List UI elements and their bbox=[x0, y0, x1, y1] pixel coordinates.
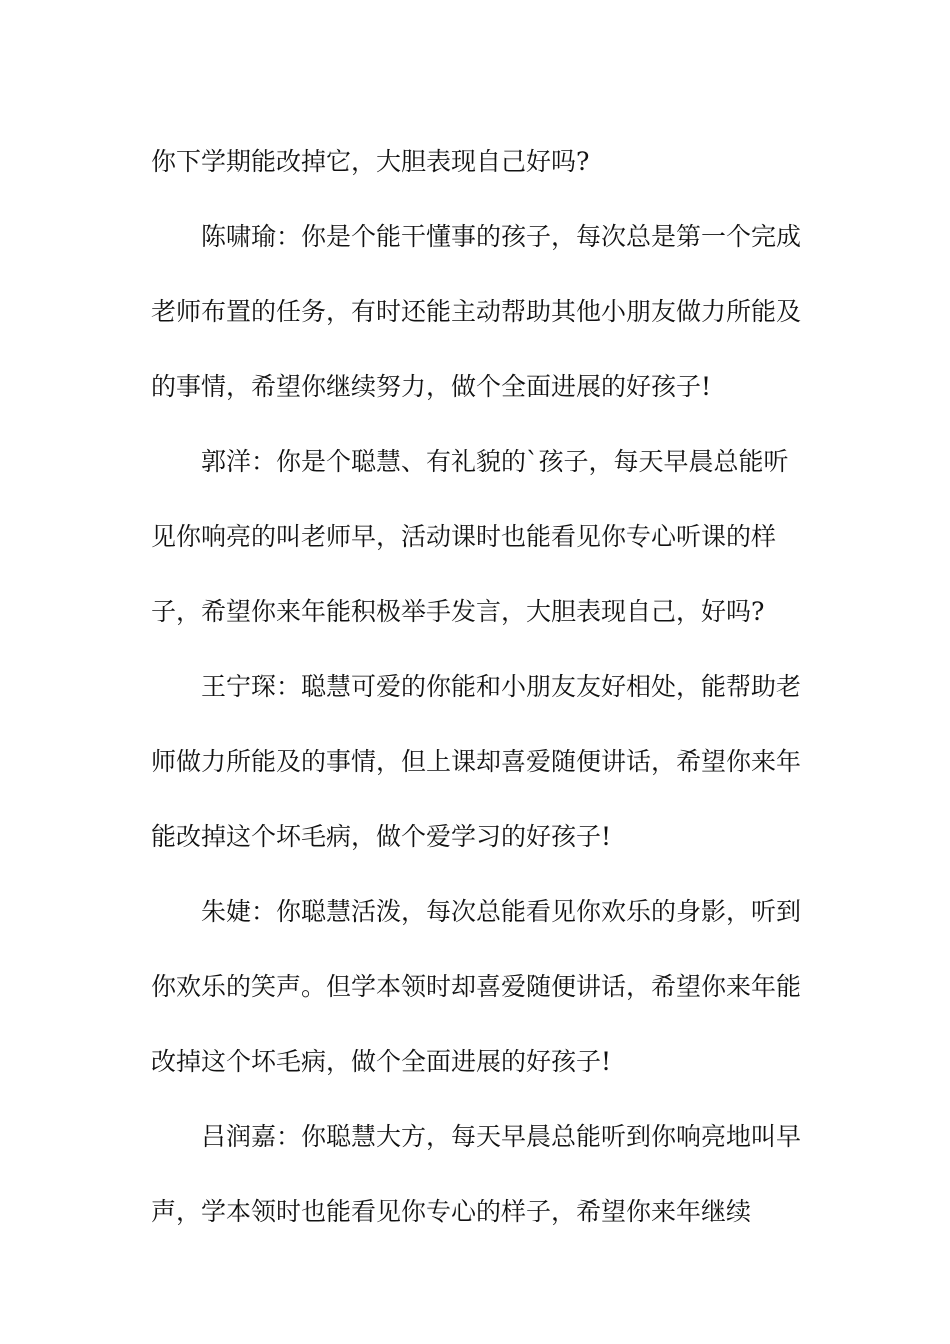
paragraph-continuation: 你下学期能改掉它，大胆表现自己好吗? bbox=[151, 147, 590, 176]
paragraph-wang-ningchen: 王宁琛：聪慧可爱的你能和小朋友友好相处，能帮助老师做力所能及的事情，但上课却喜爱随便讲话，希望你来年能改掉这个坏毛病，做个爱学习的好孩子! bbox=[151, 672, 802, 851]
paragraph-chen-xiaoyu: 陈啸瑜：你是个能干懂事的孩子，每次总是第一个完成老师布置的任务，有时还能主动帮助其他小朋友做力所能及的事情，希望你继续努力，做个全面进展的好孩子! bbox=[151, 222, 802, 401]
paragraph-lv-runjia: 吕润嘉：你聪慧大方，每天早晨总能听到你响亮地叫早声，学本领时也能看见你专心的样子，希望你来年继续 bbox=[151, 1122, 802, 1226]
document-body bbox=[151, 124, 801, 1249]
paragraph-zhu-jie: 朱婕：你聪慧活泼，每次总能看见你欢乐的身影，听到你欢乐的笑声。但学本领时却喜爱随便讲话，希望你来年能改掉这个坏毛病，做个全面进展的好孩子! bbox=[151, 897, 802, 1076]
paragraph-guo-yang: 郭洋：你是个聪慧、有礼貌的`孩子，每天早晨总能听见你响亮的叫老师早，活动课时也能看见你专心听课的样子，希望你来年能积极举手发言，大胆表现自己，好吗? bbox=[151, 447, 789, 626]
